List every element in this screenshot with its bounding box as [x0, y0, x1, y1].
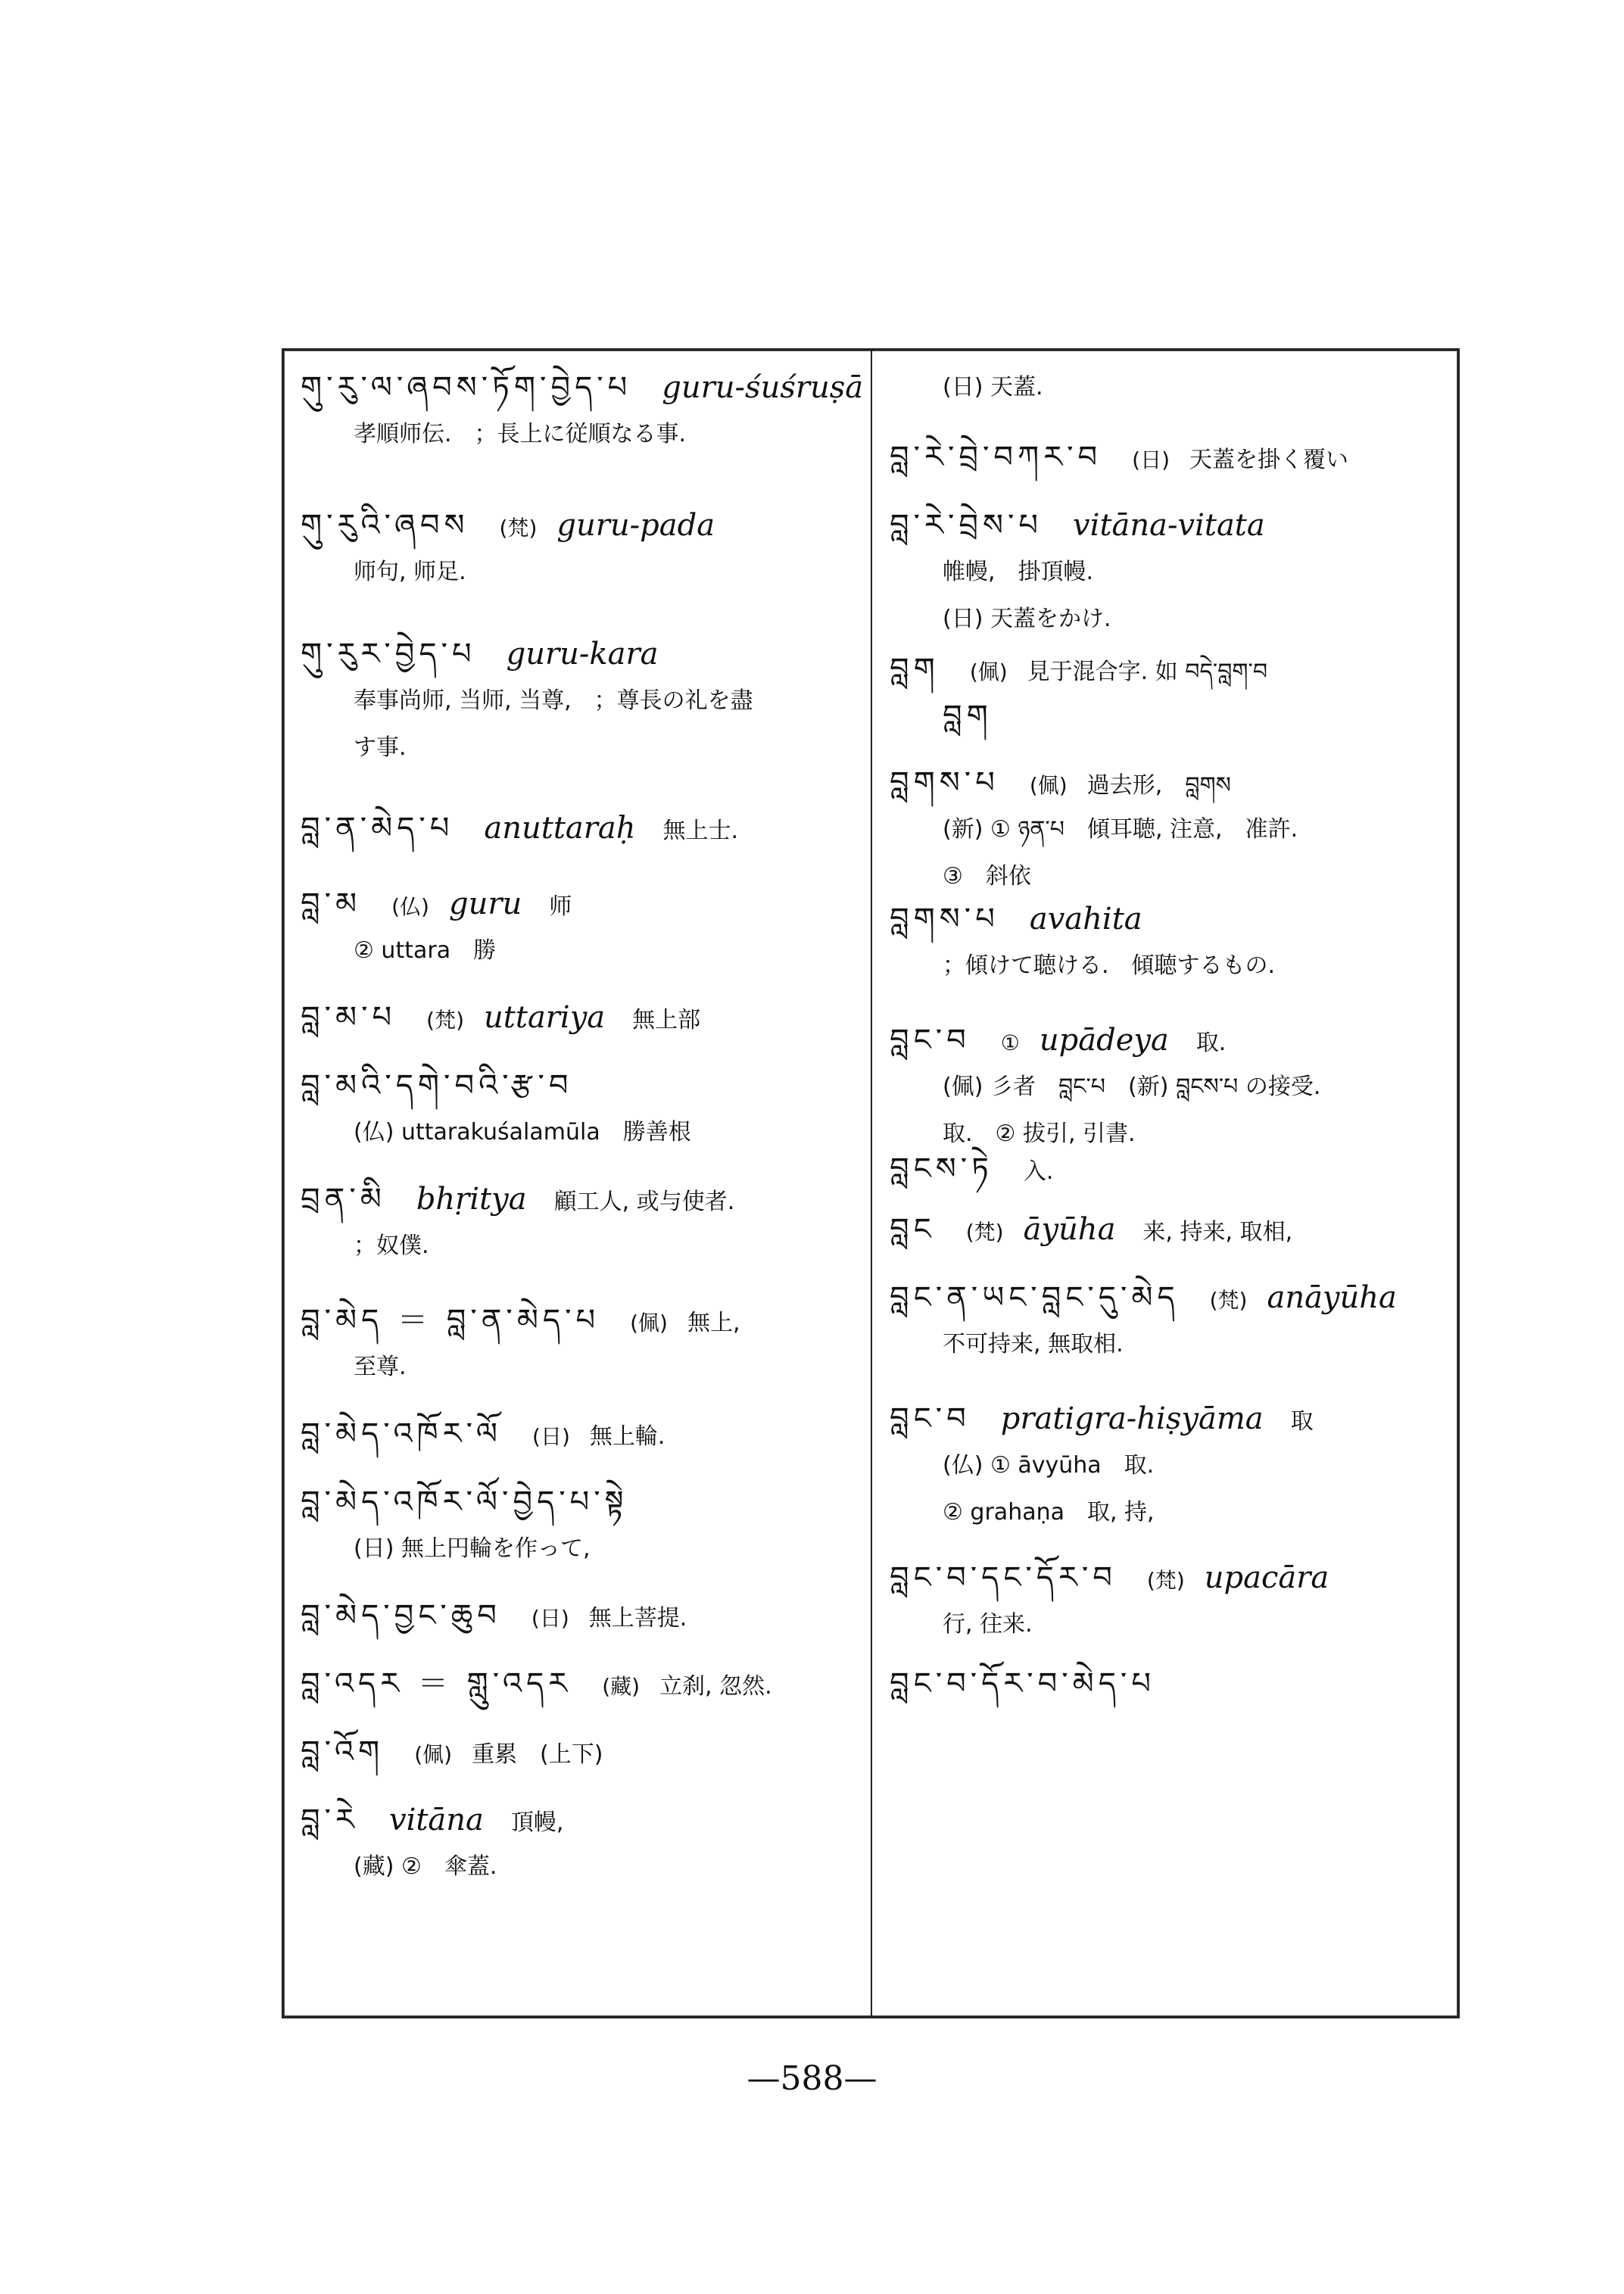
column-divider	[871, 351, 872, 2016]
dictionary-entry	[301, 1592, 863, 1639]
tibetan-term: བླགས་པ	[890, 765, 999, 800]
entry-headline	[301, 502, 863, 549]
sanskrit-term: vitāna	[388, 1803, 484, 1837]
entry-headline	[890, 896, 1448, 943]
source-tag: (佩)	[414, 1742, 453, 1767]
dictionary-entry	[890, 646, 1448, 740]
dictionary-entry	[890, 896, 1448, 990]
entry-gloss	[890, 853, 1448, 900]
entry-gloss	[890, 1064, 1448, 1111]
gloss-text: 取.	[1195, 1030, 1227, 1056]
tibetan-term: བླ་མེད ＝ བླ་ན་མེད་པ	[301, 1303, 600, 1338]
gloss-text: 過去形, བླགས	[1086, 772, 1231, 799]
tibetan-term: གུ་རུའི་ཞབས	[301, 508, 469, 543]
gloss-text: (日) 天蓋をかけ.	[943, 606, 1111, 632]
tibetan-term: བླང་བ	[890, 1401, 971, 1436]
entry-gloss	[890, 693, 1448, 740]
tibetan-term: བླ་རེ	[301, 1803, 359, 1837]
source-tag: (仏)	[391, 894, 429, 919]
dictionary-entry	[890, 1206, 1448, 1253]
source-tag: (梵)	[1146, 1568, 1185, 1593]
gloss-text: 天蓋を掛く覆い	[1189, 447, 1349, 473]
sanskrit-term: pratigra-hiṣyāma	[1000, 1401, 1264, 1436]
gloss-text: 見于混合字. 如 བདེ་བླག་བ	[1027, 659, 1268, 685]
tibetan-term: བླག	[890, 652, 940, 687]
gloss-text: ；傾けて聴ける. 傾聴するもの.	[943, 952, 1276, 979]
entry-headline	[301, 1176, 863, 1223]
tibetan-term: གུ་རུར་བྱེད་པ	[301, 637, 476, 672]
gloss-text: (仏) uttarakuśalamūla 勝善根	[354, 1119, 691, 1145]
dictionary-entry	[301, 1728, 863, 1775]
source-tag: (日)	[532, 1424, 570, 1449]
tibetan-term: བླགས་པ	[890, 902, 999, 937]
sanskrit-term: guru-śuśruṣā	[662, 370, 864, 405]
gloss-text: 顧工人, 或与使者.	[553, 1189, 735, 1215]
entry-headline	[890, 1145, 1448, 1192]
gloss-text: ② grahaṇa 取, 持,	[943, 1499, 1155, 1526]
dictionary-entry	[890, 1017, 1448, 1158]
dictionary-entry	[301, 1297, 863, 1391]
dictionary-entry	[301, 502, 863, 596]
dictionary-entry	[301, 1176, 863, 1270]
gloss-text: (日) 無上円輪を作って,	[354, 1535, 591, 1562]
entry-gloss	[301, 1109, 863, 1156]
sanskrit-term: upacāra	[1204, 1560, 1329, 1595]
dictionary-entry	[890, 1274, 1448, 1368]
gloss-text: 行, 往来.	[943, 1611, 1033, 1638]
gloss-text: 取. ② 拔引, 引書.	[943, 1121, 1136, 1147]
gloss-text: (藏) ② 傘蓋.	[354, 1853, 497, 1880]
entry-headline	[890, 1017, 1448, 1064]
entry-gloss	[301, 549, 863, 596]
dictionary-entry	[301, 881, 863, 974]
dictionary-entry	[890, 434, 1448, 481]
tibetan-term: བླང་བ་དང་དོར་བ	[890, 1560, 1117, 1595]
entry-gloss	[890, 1601, 1448, 1648]
entry-headline	[301, 1410, 863, 1457]
tibetan-term: བྲན་མི	[301, 1182, 386, 1217]
source-tag: (梵)	[426, 1008, 465, 1033]
dictionary-entry	[890, 502, 1448, 643]
entry-headline	[301, 1728, 863, 1775]
entry-headline	[890, 1554, 1448, 1601]
gloss-text: 来, 持来, 取相,	[1142, 1219, 1293, 1245]
entry-headline	[301, 994, 863, 1041]
dictionary-entry	[301, 1479, 863, 1572]
gloss-text: 帷幔, 掛頂幔.	[943, 559, 1094, 585]
sanskrit-term: guru-kara	[506, 637, 659, 672]
sanskrit-term: guru	[448, 887, 522, 921]
tibetan-term: གུ་རུ་ལ་ཞབས་ཏོག་བྱེད་པ	[301, 370, 632, 405]
sanskrit-term: upādeya	[1039, 1023, 1169, 1058]
dictionary-entry	[301, 1660, 863, 1707]
gloss-text: 立刹, 忽然.	[659, 1673, 772, 1700]
dictionary-entry	[301, 364, 863, 458]
tibetan-term: བླ་མེད་བྱང་ཆུབ	[301, 1598, 501, 1633]
entry-gloss	[301, 678, 863, 725]
dictionary-entry	[301, 1797, 863, 1890]
dictionary-entry	[301, 994, 863, 1041]
tibetan-term: བླ་རེ་བྲེས་པ	[890, 508, 1043, 543]
dictionary-entry	[890, 1660, 1448, 1707]
entry-headline	[301, 1660, 863, 1707]
page-number: —588—	[747, 2059, 877, 2098]
source-tag: (佩)	[969, 659, 1008, 684]
source-tag: (藏)	[602, 1674, 641, 1699]
dictionary-entry	[890, 1554, 1448, 1648]
entry-headline	[890, 1274, 1448, 1321]
entry-gloss	[301, 1526, 863, 1572]
sanskrit-term: vitāna-vitata	[1073, 508, 1265, 543]
gloss-text: ；奴僕.	[354, 1233, 429, 1259]
left-column	[284, 351, 871, 2016]
dictionary-entry	[301, 1062, 863, 1156]
tibetan-term: བླང་ན་ཡང་བླང་དུ་མེད	[890, 1280, 1180, 1315]
tibetan-term: བླ་འོག	[301, 1735, 385, 1769]
gloss-text: 奉事尚师, 当师, 当尊, ；尊長の礼を盡	[354, 687, 753, 714]
sanskrit-term: anāyūha	[1267, 1280, 1397, 1315]
entry-headline	[301, 364, 863, 411]
sanskrit-term: āyūha	[1023, 1212, 1116, 1247]
entry-gloss	[301, 1344, 863, 1391]
tibetan-term: བླང	[890, 1212, 936, 1247]
source-tag: (佩)	[630, 1311, 668, 1336]
entry-gloss	[301, 725, 863, 771]
dictionary-entry	[890, 1145, 1448, 1192]
entry-gloss	[890, 1442, 1448, 1489]
entry-headline	[301, 1797, 863, 1844]
sanskrit-term: guru-pada	[556, 508, 715, 543]
entry-gloss	[301, 411, 863, 458]
dictionary-entry	[890, 759, 1448, 900]
gloss-text: ③ 斜依	[943, 863, 1031, 890]
entry-headline	[890, 434, 1448, 481]
tibetan-term: བླ་མེད་འཁོར་ལོ	[301, 1417, 503, 1451]
entry-headline	[890, 502, 1448, 549]
gloss-text: ② uttara 勝	[354, 937, 497, 964]
entry-headline	[890, 1206, 1448, 1253]
entry-headline	[890, 1660, 1448, 1707]
entry-gloss	[890, 806, 1448, 853]
entry-gloss	[890, 943, 1448, 990]
tibetan-term: བླག	[943, 699, 993, 734]
entry-headline	[301, 805, 863, 852]
entry-headline	[890, 364, 1448, 411]
source-tag: (梵)	[965, 1220, 1004, 1245]
dictionary-entry	[890, 1395, 1448, 1536]
entry-gloss	[890, 1321, 1448, 1368]
gloss-text: 頂幔,	[510, 1809, 564, 1836]
page-frame	[282, 348, 1460, 2018]
tibetan-term: བླ་མ་པ	[301, 1000, 397, 1035]
tibetan-term: བླ་ན་མེད་པ	[301, 811, 454, 846]
entry-headline	[890, 759, 1448, 806]
entry-gloss	[890, 596, 1448, 643]
source-tag: ①	[1000, 1030, 1020, 1055]
tibetan-term: བླ་མེད་འཁོར་ལོ་བྱེད་པ་སྟེ	[301, 1485, 628, 1519]
source-tag: (梵)	[1209, 1288, 1248, 1313]
sanskrit-term: avahita	[1029, 902, 1142, 937]
tibetan-term: བླང་བ	[890, 1023, 971, 1058]
entry-gloss	[890, 549, 1448, 596]
tibetan-term: བླ་མའི་དགེ་བའི་རྩ་བ	[301, 1068, 573, 1103]
sanskrit-term: bhṛitya	[416, 1182, 527, 1217]
entry-gloss	[301, 927, 863, 974]
gloss-text: 师	[549, 893, 572, 920]
gloss-text: 無上輪.	[589, 1423, 665, 1450]
entry-headline	[890, 646, 1448, 693]
source-tag: (日)	[531, 1606, 569, 1631]
entry-headline	[301, 1479, 863, 1526]
gloss-text: 不可持来, 無取相.	[943, 1331, 1124, 1357]
gloss-text: 入.	[1023, 1158, 1054, 1185]
source-tag: (日)	[1132, 447, 1170, 472]
entry-gloss	[890, 1489, 1448, 1536]
tibetan-term: བླ་འདར ＝ གླུ་འདར	[301, 1666, 572, 1701]
entry-headline	[301, 1062, 863, 1109]
tibetan-term: བླ་རེ་བྲེ་བཀར་བ	[890, 440, 1102, 475]
sanskrit-term: anuttaraḥ	[484, 811, 636, 846]
entry-headline	[301, 631, 863, 678]
entry-gloss	[301, 1844, 863, 1890]
dictionary-entry	[301, 1410, 863, 1457]
source-tag: (佩)	[1029, 773, 1068, 798]
tibetan-term: བླ་མ	[301, 887, 362, 921]
right-column	[873, 351, 1456, 2016]
gloss-text: 無上士.	[662, 818, 739, 844]
gloss-text: す事.	[354, 734, 407, 761]
gloss-text: (佩) 彡者 བླང་པ (新) བླངས་པ の接受.	[943, 1074, 1321, 1100]
entry-gloss	[301, 1223, 863, 1270]
gloss-text: 無上,	[687, 1310, 740, 1336]
entry-headline	[301, 1297, 863, 1344]
gloss-text: 無上菩提.	[588, 1605, 687, 1632]
entry-headline	[301, 881, 863, 927]
sanskrit-term: uttariya	[484, 1000, 606, 1035]
gloss-text: 至尊.	[354, 1354, 407, 1380]
gloss-text: 取	[1290, 1408, 1314, 1435]
tibetan-term: བླང་བ་དོར་བ་མེད་པ	[890, 1666, 1155, 1701]
tibetan-term: བླངས་ཏེ	[890, 1152, 993, 1186]
entry-headline	[301, 1592, 863, 1639]
gloss-text: (仏) ① āvyūha 取.	[943, 1452, 1155, 1479]
gloss-text: 孝順师伝. ；長上に従順なる事.	[354, 421, 687, 447]
dictionary-entry	[301, 805, 863, 852]
gloss-text: (日) 天蓋.	[943, 374, 1043, 401]
gloss-text: 無上部	[632, 1007, 701, 1033]
gloss-text: (新) ① ཉན་པ 傾耳聴, 注意, 准許.	[943, 816, 1298, 843]
dictionary-entry	[890, 364, 1448, 411]
dictionary-entry	[301, 631, 863, 771]
entry-headline	[890, 1395, 1448, 1442]
gloss-text: 师句, 师足.	[354, 559, 466, 585]
source-tag: (梵)	[499, 516, 538, 541]
gloss-text: 重累 (上下)	[472, 1741, 603, 1768]
